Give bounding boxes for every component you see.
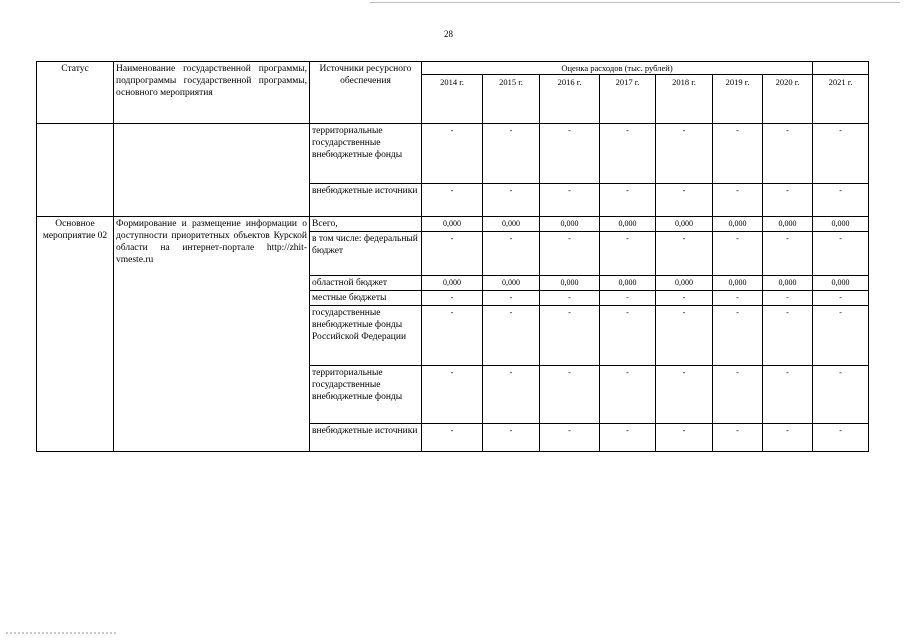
resource-table (36, 61, 869, 452)
status-cell-empty (37, 124, 114, 217)
value-cell: - (813, 184, 869, 217)
event-name: Формирование и размещение информации о доступности приоритетных объектов Курской области на интернет-портале http://zhit-vmeste.ru (114, 217, 310, 452)
value-cell: - (600, 306, 656, 366)
value-cell: - (763, 232, 813, 276)
year-2014: 2014 г. (422, 75, 483, 124)
source-cell: местные бюджеты (310, 291, 422, 306)
value-cell: - (422, 306, 483, 366)
value-cell: - (483, 291, 540, 306)
value-cell: - (600, 366, 656, 424)
header-sources: Источники ресурсного обеспечения (310, 62, 422, 124)
table-row (37, 124, 869, 184)
value-cell: - (540, 424, 600, 452)
header-status: Статус (37, 62, 114, 124)
value-cell: 0,000 (813, 217, 869, 232)
value-cell: - (540, 291, 600, 306)
value-cell: - (540, 232, 600, 276)
year-2017: 2017 г. (600, 75, 656, 124)
value-cell: 0,000 (600, 217, 656, 232)
value-cell: 0,000 (713, 276, 763, 291)
value-cell: - (656, 184, 713, 217)
value-cell: - (540, 184, 600, 217)
value-cell: - (422, 232, 483, 276)
value-cell: 0,000 (422, 217, 483, 232)
top-rule (370, 2, 900, 3)
value-cell: - (540, 124, 600, 184)
value-cell: - (483, 306, 540, 366)
value-cell: - (656, 424, 713, 452)
value-cell: - (483, 124, 540, 184)
header-name: Наименование государственной программы, подпрограммы государственной программы, основного мероприятия (114, 62, 310, 124)
value-cell: - (483, 366, 540, 424)
value-cell: 0,000 (813, 276, 869, 291)
value-cell: - (422, 291, 483, 306)
year-2019: 2019 г. (713, 75, 763, 124)
year-2018: 2018 г. (656, 75, 713, 124)
value-cell: - (600, 232, 656, 276)
value-cell: - (600, 291, 656, 306)
value-cell: - (422, 184, 483, 217)
value-cell: - (713, 124, 763, 184)
value-cell: - (813, 424, 869, 452)
value-cell: - (713, 291, 763, 306)
value-cell: 0,000 (763, 276, 813, 291)
value-cell: - (713, 232, 763, 276)
value-cell: 0,000 (763, 217, 813, 232)
source-cell: в том числе: федеральный бюджет (310, 232, 422, 276)
value-cell: 0,000 (540, 276, 600, 291)
value-cell: - (813, 306, 869, 366)
value-cell: 0,000 (540, 217, 600, 232)
value-cell: - (813, 366, 869, 424)
value-cell: - (763, 124, 813, 184)
value-cell: - (763, 366, 813, 424)
value-cell: - (483, 232, 540, 276)
header-blank (813, 62, 869, 75)
value-cell: - (763, 291, 813, 306)
value-cell: - (656, 366, 713, 424)
value-cell: - (483, 184, 540, 217)
value-cell: - (600, 124, 656, 184)
value-cell: 0,000 (656, 276, 713, 291)
source-cell: Всего, (310, 217, 422, 232)
value-cell: 0,000 (600, 276, 656, 291)
value-cell: - (713, 366, 763, 424)
year-2020: 2020 г. (763, 75, 813, 124)
value-cell: - (540, 306, 600, 366)
source-cell: территориальные государственные внебюджетные фонды (310, 124, 422, 184)
value-cell: - (763, 306, 813, 366)
value-cell: - (763, 424, 813, 452)
value-cell: - (656, 232, 713, 276)
value-cell: - (483, 424, 540, 452)
value-cell: 0,000 (422, 276, 483, 291)
source-cell: внебюджетные источники (310, 184, 422, 217)
year-2016: 2016 г. (540, 75, 600, 124)
year-2015: 2015 г. (483, 75, 540, 124)
value-cell: - (713, 306, 763, 366)
value-cell: 0,000 (656, 217, 713, 232)
page-number: 28 (444, 29, 453, 39)
scan-artifact (6, 632, 116, 637)
source-cell: территориальные государственные внебюджетные фонды (310, 366, 422, 424)
value-cell: 0,000 (483, 276, 540, 291)
source-cell: государственные внебюджетные фонды Российской Федерации (310, 306, 422, 366)
table-row (37, 217, 869, 232)
header-row (37, 62, 869, 75)
value-cell: - (422, 366, 483, 424)
value-cell: - (656, 124, 713, 184)
value-cell: - (656, 306, 713, 366)
source-cell: внебюджетные источники (310, 424, 422, 452)
value-cell: - (713, 424, 763, 452)
value-cell: - (763, 184, 813, 217)
source-cell: областной бюджет (310, 276, 422, 291)
value-cell: 0,000 (713, 217, 763, 232)
value-cell: - (540, 366, 600, 424)
name-cell-empty (114, 124, 310, 217)
event-status: Основное мероприятие 02 (37, 217, 114, 452)
value-cell: - (600, 424, 656, 452)
value-cell: - (813, 124, 869, 184)
year-2021: 2021 г. (813, 75, 869, 124)
value-cell: - (656, 291, 713, 306)
value-cell: - (713, 184, 763, 217)
value-cell: - (422, 424, 483, 452)
value-cell: 0,000 (483, 217, 540, 232)
value-cell: - (813, 232, 869, 276)
value-cell: - (813, 291, 869, 306)
value-cell: - (422, 124, 483, 184)
header-estimate: Оценка расходов (тыс. рублей) (422, 62, 813, 75)
value-cell: - (600, 184, 656, 217)
